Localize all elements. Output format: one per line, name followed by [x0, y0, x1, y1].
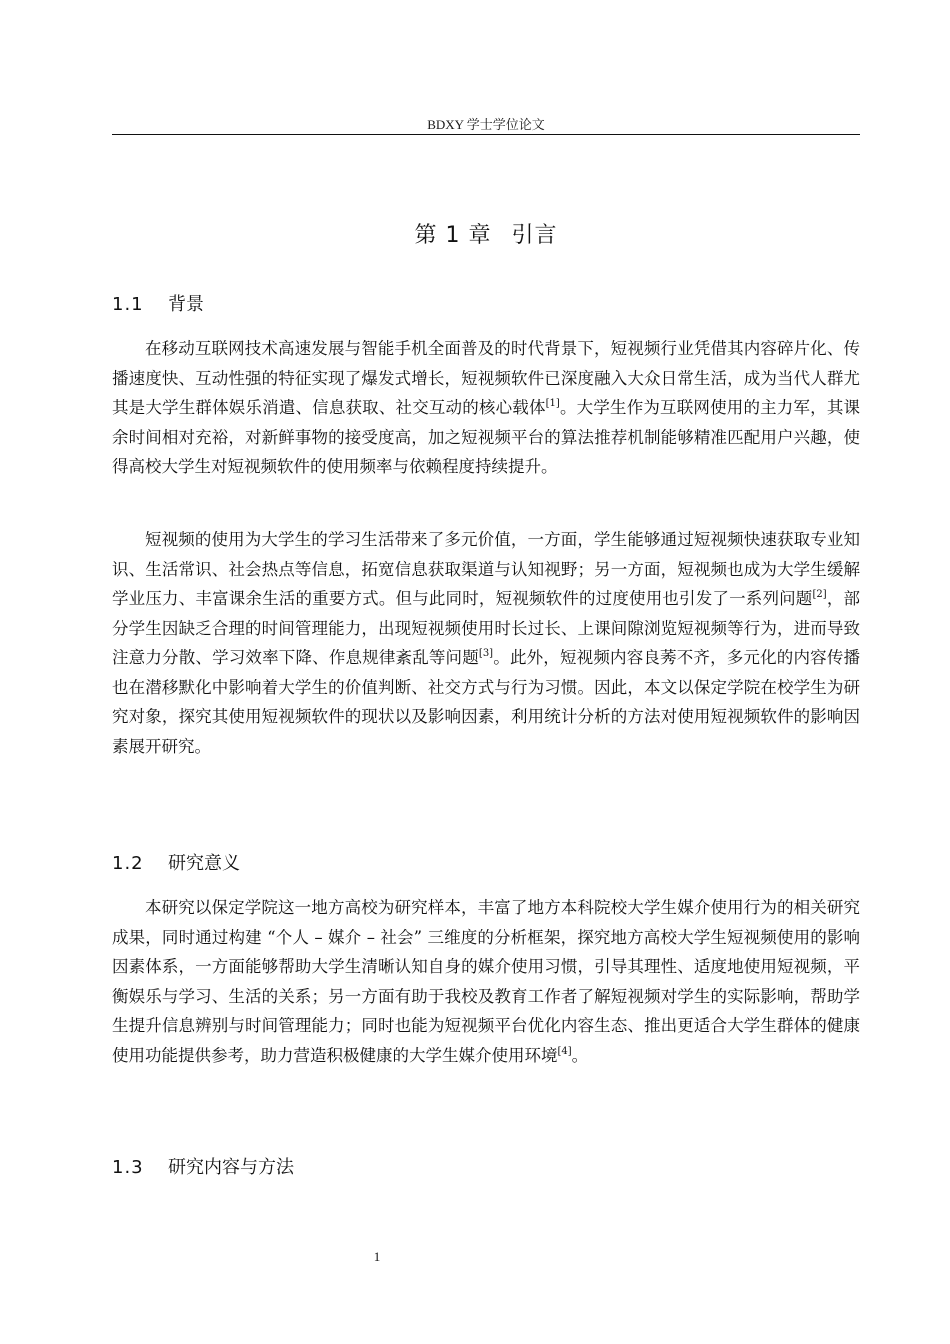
- section-title: 研究内容与方法: [168, 1157, 294, 1178]
- section-title: 研究意义: [168, 853, 240, 874]
- chapter-number: 第 1 章: [414, 223, 492, 248]
- header-rule: [112, 134, 860, 135]
- section-title: 背景: [168, 294, 204, 315]
- section-number: 1.2: [112, 853, 144, 874]
- paragraph-background-1: 在移动互联网技术高速发展与智能手机全面普及的时代背景下，短视频行业凭借其内容碎片化、传播速度快、互动性强的特征实现了爆发式增长，短视频软件已深度融入大众日常生活，成为当代人群尤其是大学生群体娱乐消遣、信息获取、社交互动的核心载体[1]。大学生作为互联网使用的主力军，其课余时间相对充裕，对新鲜事物的接受度高，加之短视频平台的算法推荐机制能够精准匹配用户兴趣，使得高校大学生对短视频软件的使用频率与依赖程度持续提升。: [112, 339, 861, 476]
- chapter-title: [112, 220, 860, 252]
- page-number: 1: [373, 1249, 381, 1264]
- paragraph-background-2: 短视频的使用为大学生的学习生活带来了多元价值，一方面，学生能够通过短视频快速获取专业知识、生活常识、社会热点等信息，拓宽信息获取渠道与认知视野；另一方面，短视频也成为大学生缓解学业压力、丰富课余生活的重要方式。但与此同时，短视频软件的过度使用也引发了一系列问题[2]，部分学生因缺乏合理的时间管理能力，出现短视频使用时长过长、上课间隙浏览短视频等行为，进而导致注意力分散、学习效率下降、作息规律紊乱等问题[3]。此外，短视频内容良莠不齐，多元化的内容传播也在潜移默化中影响着大学生的价值判断、社交方式与行为习惯。因此，本文以保定学院在校学生为研究对象，探究其使用短视频软件的现状以及影响因素，利用统计分析的方法对使用短视频软件的影响因素展开研究。: [112, 530, 861, 756]
- section-number: 1.1: [112, 294, 144, 315]
- section-number: 1.3: [112, 1157, 144, 1178]
- citation-2: [2]: [812, 589, 827, 600]
- citation-1: [1]: [545, 398, 560, 409]
- citation-4: [4]: [557, 1045, 572, 1057]
- chapter-name: 引言: [511, 223, 558, 248]
- section-heading-1-1: [112, 291, 860, 319]
- section-heading-1-2: [112, 850, 860, 878]
- running-header: BDXY 学士学位论文: [427, 117, 545, 132]
- citation-3: [3]: [478, 648, 494, 659]
- section-heading-1-3: [112, 1154, 860, 1182]
- paragraph-significance: 本研究以保定学院这一地方高校为研究样本，丰富了地方本科院校大学生媒介使用行为的相关研究成果，同时通过构建 “个人 – 媒介 – 社会” 三维度的分析框架，探究地方高校大学生短视频使用的影响因素体系，一方面能够帮助大学生清晰认知自身的媒介使用习惯，引导其理性、适度地使用短视频，平衡娱乐与学习、生活的关系；另一方面有助于我校及教育工作者了解短视频对学生的实际影响，帮助学生提升信息辨别与时间管理能力；同时也能为短视频平台优化内容生态、推出更适合大学生群体的健康使用功能提供参考，助力营造积极健康的大学生媒介使用环境[4]。: [112, 898, 860, 1065]
